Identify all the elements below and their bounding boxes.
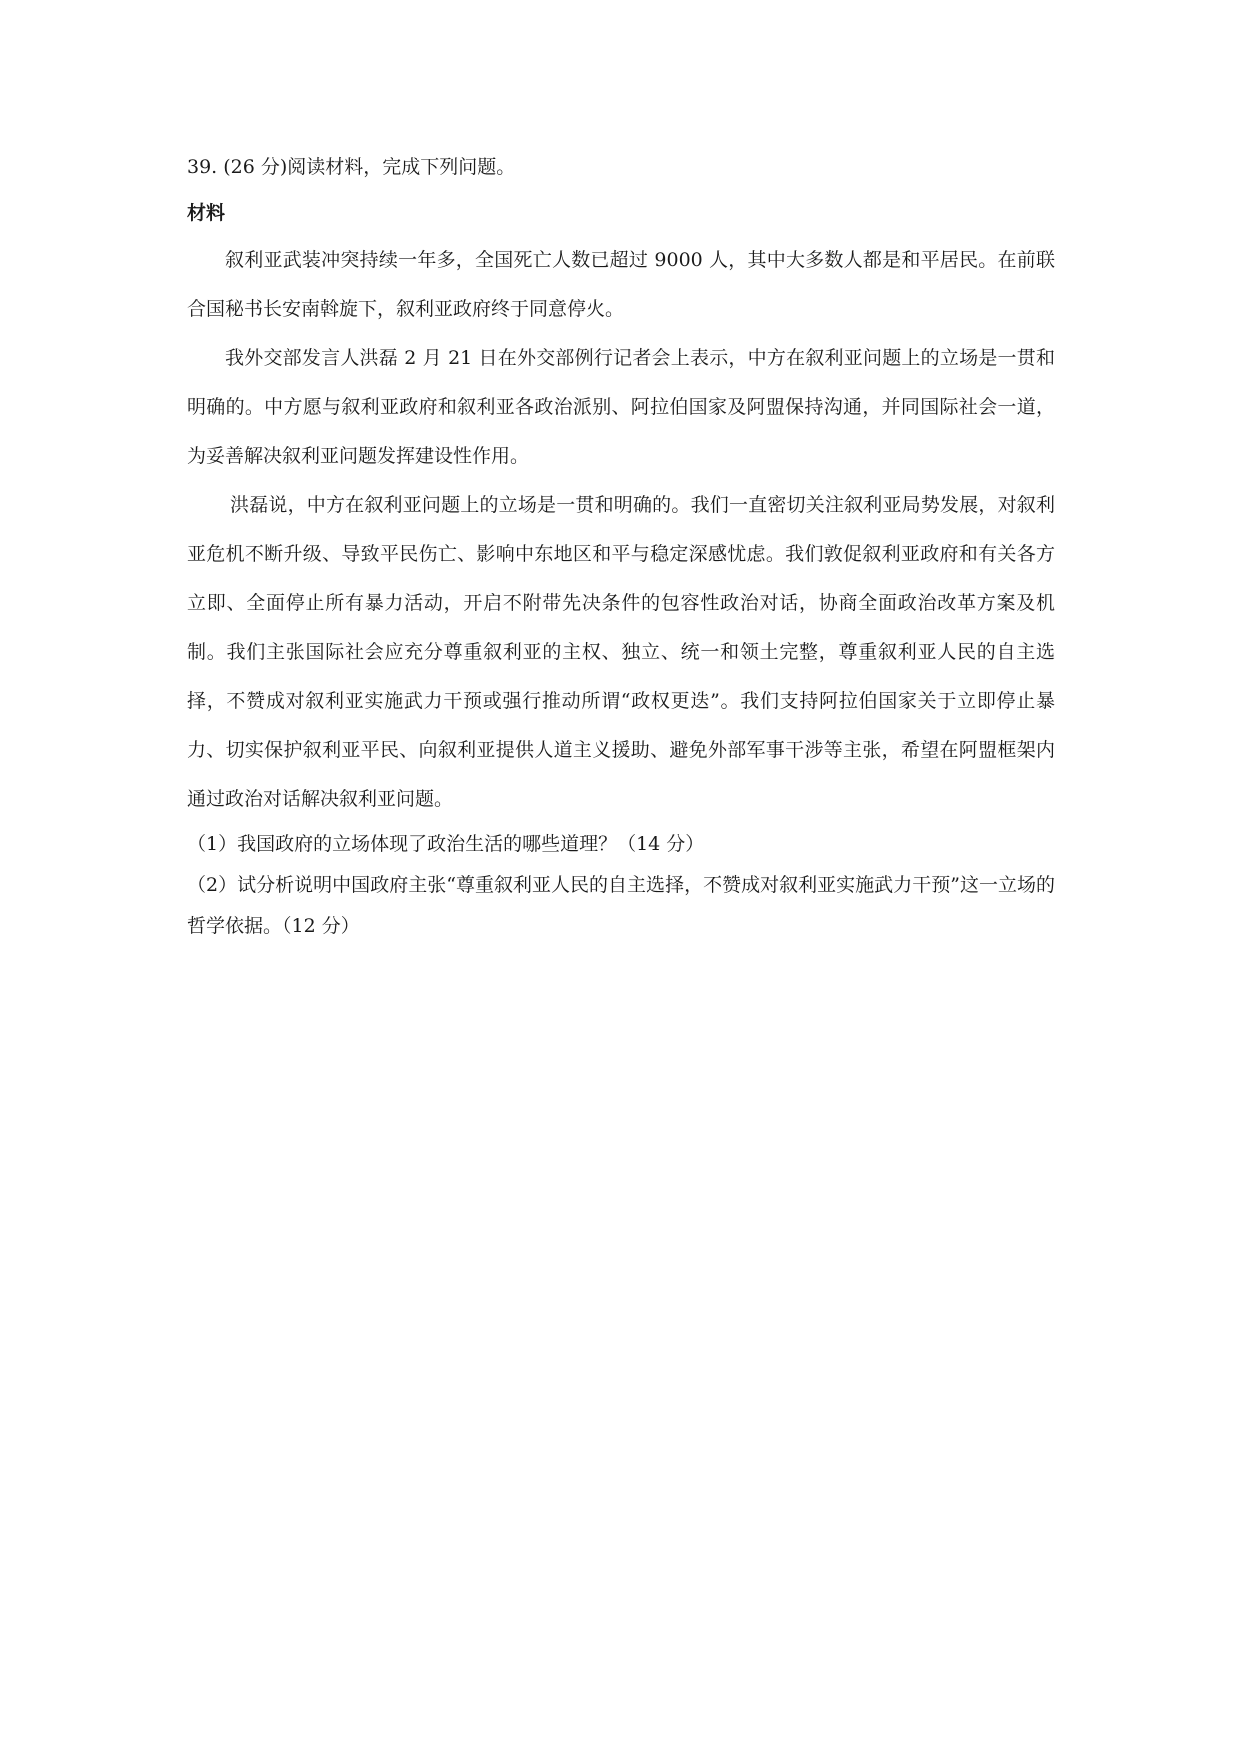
question-block [187, 152, 1055, 947]
material-label: 材料 [187, 202, 226, 224]
material-paragraph-2: 我外交部发言人洪磊 2 月 21 日在外交部例行记者会上表示，中方在叙利亚问题上的立场是一贯和明确的。中方愿与叙利亚政府和叙利亚各政治派别、阿拉伯国家及阿盟保持沟通，并同国际社会一道，为妥善解决叙利亚问题发挥建设性作用。 [187, 347, 1055, 467]
sub-question-1: （1）我国政府的立场体现了政治生活的哪些道理？（14 分） [187, 833, 705, 855]
material-paragraph-1: 叙利亚武装冲突持续一年多，全国死亡人数已超过 9000 人，其中大多数人都是和平居民。在前联合国秘书长安南斡旋下，叙利亚政府终于同意停火。 [187, 249, 1055, 320]
material-paragraph-3: 洪磊说，中方在叙利亚问题上的立场是一贯和明确的。我们一直密切关注叙利亚局势发展，对叙利亚危机不断升级、导致平民伤亡、影响中东地区和平与稳定深感忧虑。我们敦促叙利亚政府和有关各方立即、全面停止所有暴力活动，开启不附带先决条件的包容性政治对话，协商全面政治改革方案及机制。我们主张国际社会应充分尊重叙利亚的主权、独立、统一和领土完整，尊重叙利亚人民的自主选择，不赞成对叙利亚实施武力干预或强行推动所谓“政权更迭”。我们支持阿拉伯国家关于立即停止暴力、切实保护叙利亚平民、向叙利亚提供人道主义援助、避免外部军事干涉等主张，希望在阿盟框架内通过政治对话解决叙利亚问题。 [187, 494, 1055, 810]
question-heading: 39. (26 分)阅读材料，完成下列问题。 [187, 156, 516, 178]
sub-question-2: （2）试分析说明中国政府主张“尊重叙利亚人民的自主选择，不赞成对叙利亚实施武力干预”这一立场的哲学依据。（12 分） [187, 874, 1055, 937]
